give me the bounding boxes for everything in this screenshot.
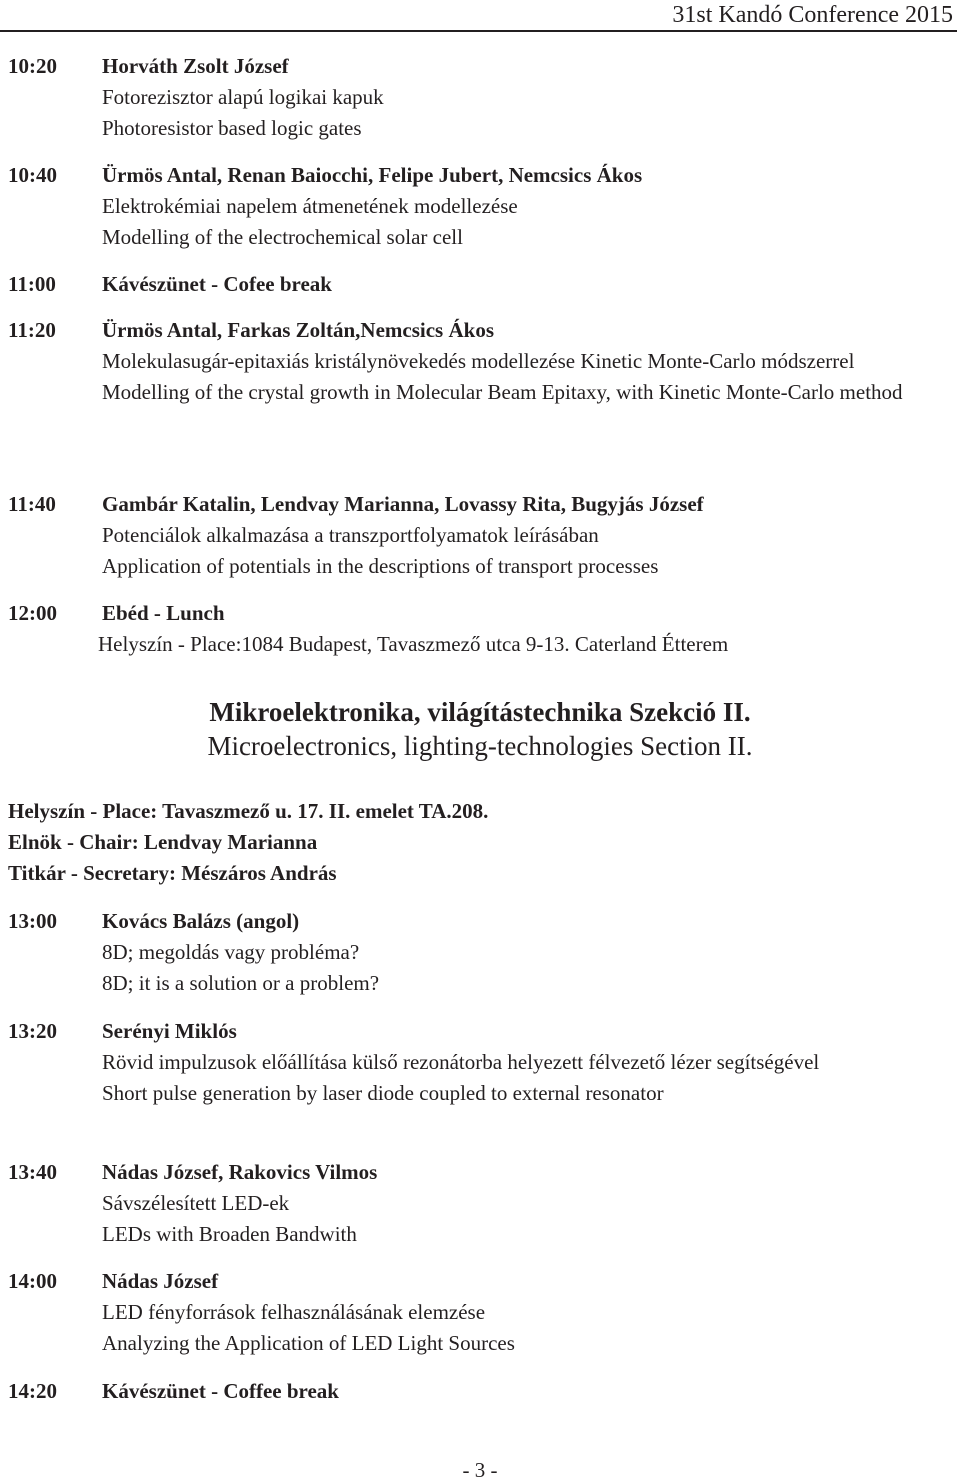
item-title-hu: Sávszélesített LED-ek <box>102 1191 290 1215</box>
running-header <box>0 0 957 32</box>
item-time: 11:20 <box>8 318 56 342</box>
item-time: 11:00 <box>8 272 56 296</box>
item-body <box>102 906 955 999</box>
item-title-hu: Elektrokémiai napelem átmenetének modellezése <box>102 194 518 218</box>
item-body <box>102 315 955 408</box>
item-time: 13:40 <box>8 1160 57 1184</box>
item-time: 14:20 <box>8 1379 57 1403</box>
item-title-hu: LED fényforrások felhasználásának elemzése <box>102 1300 486 1324</box>
conference-title: 31st Kandó Conference 2015 <box>672 2 953 28</box>
item-title-hu: Molekulasugár-epitaxiás kristálynövekedés modellezése Kinetic Monte-Carlo módszerrel <box>102 349 855 373</box>
section-secretary: Titkár - Secretary: Mészáros András <box>8 861 337 885</box>
item-time: 14:00 <box>8 1269 57 1293</box>
item-authors: Serényi Miklós <box>102 1019 237 1043</box>
item-title-en: Analyzing the Application of LED Light Sources <box>102 1331 515 1355</box>
item-body <box>102 1266 955 1359</box>
section-info <box>8 796 488 889</box>
item-body <box>98 598 955 660</box>
item-authors: Nádas József, Rakovics Vilmos <box>102 1160 378 1184</box>
break-label: Kávészünet - Cofee break <box>102 272 332 296</box>
item-authors: Nádas József <box>102 1269 219 1293</box>
item-body <box>102 1376 955 1407</box>
section-title-hu: Mikroelektronika, világítástechnika Szekció II. <box>209 697 751 727</box>
section-heading <box>0 695 960 763</box>
item-title-hu: 8D; megoldás vagy probléma? <box>102 940 360 964</box>
item-title-hu: Potenciálok alkalmazása a transzportfolyamatok leírásában <box>102 523 599 547</box>
item-time: 13:20 <box>8 1019 57 1043</box>
item-authors: Gambár Katalin, Lendvay Marianna, Lovassy Rita, Bugyjás József <box>102 492 704 516</box>
break-label: Ebéd - Lunch <box>102 601 225 625</box>
item-body <box>102 1016 955 1109</box>
item-title-en: LEDs with Broaden Bandwith <box>102 1222 357 1246</box>
page-number: - 3 - <box>462 1458 498 1482</box>
item-title-en: Modelling of the electrochemical solar cell <box>102 225 463 249</box>
lunch-place: Helyszín - Place:1084 Budapest, Tavaszmező utca 9-13. Caterland Étterem <box>98 632 729 656</box>
item-title-en: Short pulse generation by laser diode coupled to external resonator <box>102 1081 664 1105</box>
section-title-en: Microelectronics, lighting-technologies Section II. <box>207 731 753 761</box>
item-title-hu: Fotorezisztor alapú logikai kapuk <box>102 85 384 109</box>
section-place: Helyszín - Place: Tavaszmező u. 17. II. emelet TA.208. <box>8 799 489 823</box>
item-title-en: Photoresistor based logic gates <box>102 116 362 140</box>
item-time: 11:40 <box>8 492 56 516</box>
item-title-hu: Rövid impulzusok előállítása külső rezonátorba helyezett félvezető lézer segítségével <box>102 1050 820 1074</box>
item-time: 12:00 <box>8 601 57 625</box>
item-title-en: 8D; it is a solution or a problem? <box>102 971 380 995</box>
item-authors: Ürmös Antal, Renan Baiocchi, Felipe Jubert, Nemcsics Ákos <box>102 163 643 187</box>
item-time: 10:40 <box>8 163 57 187</box>
item-time: 10:20 <box>8 54 57 78</box>
item-authors: Ürmös Antal, Farkas Zoltán,Nemcsics Ákos <box>102 318 494 342</box>
item-body <box>102 1157 955 1250</box>
item-body <box>102 51 955 144</box>
item-authors: Kovács Balázs (angol) <box>102 909 300 933</box>
break-label: Kávészünet - Coffee break <box>102 1379 339 1403</box>
item-body <box>102 489 955 582</box>
item-time: 13:00 <box>8 909 57 933</box>
item-body <box>102 269 955 300</box>
item-title-en: Modelling of the crystal growth in Molecular Beam Epitaxy, with Kinetic Monte-Carlo method <box>102 380 903 404</box>
section-chair: Elnök - Chair: Lendvay Marianna <box>8 830 318 854</box>
item-body <box>102 160 955 253</box>
item-authors: Horváth Zsolt József <box>102 54 289 78</box>
item-title-en: Application of potentials in the descriptions of transport processes <box>102 554 659 578</box>
